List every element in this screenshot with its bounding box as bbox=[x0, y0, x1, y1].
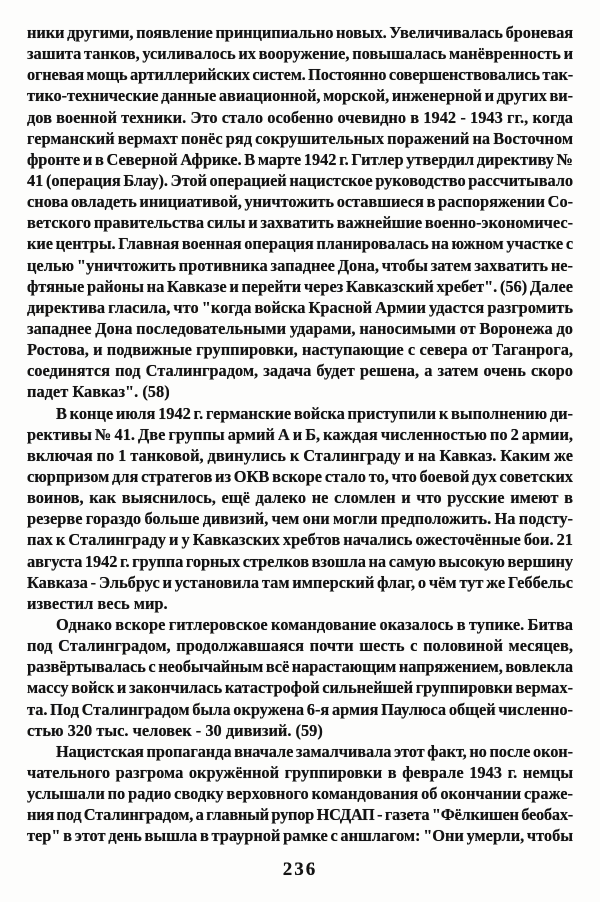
text-line: стью 320 тыс. человек - 30 дивизий. (59) bbox=[27, 720, 323, 740]
text-line: августа 1942 г. группа горных стрелков взошла на самую высокую вершину bbox=[27, 551, 573, 571]
text-line: известил весь мир. bbox=[27, 593, 168, 613]
text-line: резерве гораздо больше дивизий, чем они могли предположить. На подсту- bbox=[27, 509, 573, 529]
text-line: тер" в этот день вышла в траурной рамке с аншлагом: "Они умерли, чтобы bbox=[27, 826, 573, 846]
text-line: соединятся под Сталинградом, задача будет решена, а затем очень скоро bbox=[27, 361, 573, 381]
text-line: ния под Сталинградом, а главный рупор НСДАП - газета "Фёлкишен беобах- bbox=[27, 805, 573, 825]
text-line: массу войск и закончилась катастрофой сильнейшей группировки вермах- bbox=[27, 678, 573, 698]
text-line: Однако вскоре гитлеровское командование оказалось в тупике. Битва bbox=[56, 614, 573, 634]
text-line: Кавказа - Эльбрус и установила там имперский флаг, о чём тут же Геббельс bbox=[27, 572, 573, 592]
text-line: кие центры. Главная военная операция планировалась на южном участке с bbox=[27, 234, 574, 254]
text-line: развёртывалась с необычайным всё нарастающим напряжением, вовлекла bbox=[27, 657, 573, 677]
text-line: снова овладеть инициативой, уничтожить оставшиеся в распоряжении Со- bbox=[27, 192, 574, 212]
text-line: рективы № 41. Две группы армий А и Б, каждая численностью по 2 армии, bbox=[27, 424, 574, 444]
text-line: пах к Сталинграду и у Кавказских хребтов начались ожесточённые бои. 21 bbox=[27, 530, 573, 550]
text-line: та. Под Сталинградом была окружена 6-я армия Паулюса общей численно- bbox=[27, 699, 573, 719]
text-line: ветского правительства силы и захватить важнейшие военно-экономичес- bbox=[27, 213, 573, 233]
text-line: директива гласила, что "когда войска Красной Армии удастся разгромить bbox=[27, 297, 573, 317]
text-line: В конце июля 1942 г. германские войска приступили к выполнению ди- bbox=[56, 403, 573, 423]
text-line: сюрпризом для стратегов из ОКВ вскоре стало то, что боевой дух советских bbox=[27, 466, 573, 486]
text-line: включая по 1 танковой, двинулись к Сталинграду и на Кавказ. Каким же bbox=[27, 445, 573, 465]
text-line: фронте и в Северной Африке. В марте 1942 г. Гитлер утвердил директиву № bbox=[27, 149, 573, 169]
text-line: воинов, как выяснилось, ещё далеко не сломлен и что русские имеют в bbox=[27, 488, 573, 508]
text-line: 41 (операция Блау). Этой операцией нацистское руководство рассчитывало bbox=[27, 170, 573, 190]
text-line: ники другими, появление принципиально новых. Увеличивалась броневая bbox=[27, 23, 574, 42]
text-line: западнее Дона последовательными ударами, наносимыми от Воронежа до bbox=[27, 318, 573, 338]
text-line: тико-технические данные авиационной, морской, инженерной и других ви- bbox=[27, 86, 573, 106]
text-line: германский вермахт понёс ряд сокрушительных поражений на Восточном bbox=[27, 128, 573, 148]
text-line: под Сталинградом, продолжавшаяся почти шесть с половиной месяцев, bbox=[27, 636, 573, 656]
text-line: Нацистская пропаганда вначале замалчивала этот факт, но после окон- bbox=[56, 741, 573, 761]
text-line: огневая мощь артиллерийских систем. Постоянно совершенствовались так- bbox=[27, 65, 573, 85]
text-line: дов военной техники. Это стало особенно очевидно в 1942 - 1943 гг., когда bbox=[27, 107, 574, 127]
text-line: фтяные районы на Кавказе и перейти через Кавказский хребет". (56) Далее bbox=[27, 276, 573, 296]
text-line: чательного разгрома окружённой группировки в феврале 1943 г. немцы bbox=[27, 762, 573, 782]
page-number: 236 bbox=[282, 859, 318, 880]
text-block bbox=[27, 22, 573, 846]
text-line: зашита танков, усиливалось их вооружение, повышалась манёвренность и bbox=[27, 44, 573, 64]
text-line: Ростова, и подвижные группировки, наступающие с севера от Таганрога, bbox=[27, 340, 573, 360]
text-line: падет Кавказ". (58) bbox=[27, 382, 170, 402]
text-line: услышали по радио сводку верховного командования об окончании сраже- bbox=[27, 784, 573, 804]
text-line: целью "уничтожить противника западнее Дона, чтобы затем захватить не- bbox=[27, 255, 574, 275]
